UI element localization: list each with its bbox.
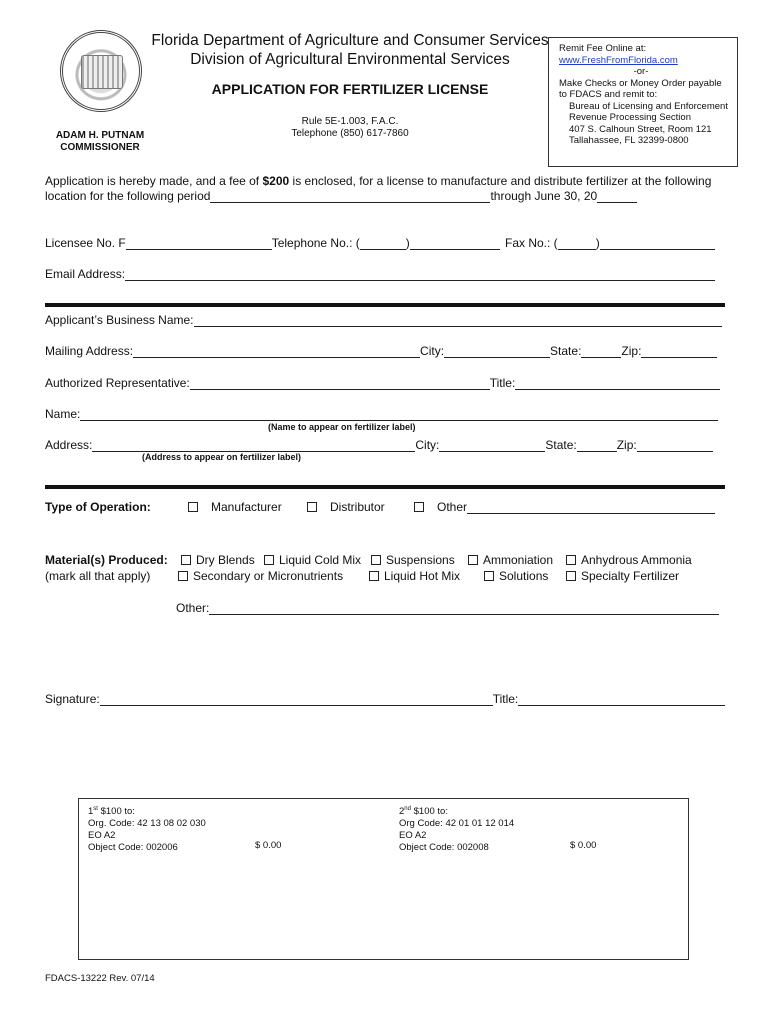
fee-label: $100 to:	[410, 806, 448, 818]
or-separator: -or-	[633, 66, 649, 77]
intro-text: is enclosed, for a license to manufacture and distribute fertilizer at the following	[289, 174, 712, 188]
remit-address-line: Bureau of Licensing and Enforcement	[569, 100, 728, 112]
email-field[interactable]	[125, 268, 715, 281]
material-option[interactable]	[484, 569, 548, 583]
object-code: Object Code: 002006	[88, 842, 178, 854]
business-name-row	[45, 313, 722, 327]
mailing-field[interactable]	[133, 345, 420, 358]
zip-field[interactable]	[637, 439, 713, 452]
remit-to-line: to FDACS and remit to:	[559, 89, 658, 100]
option-label: Dry Blends	[196, 553, 255, 567]
signature-row	[45, 692, 725, 706]
department-name: Florida Department of Agriculture and Consumer Services	[151, 32, 549, 49]
commissioner-block	[40, 130, 160, 154]
operation-option[interactable]	[188, 500, 282, 514]
address-row	[45, 438, 713, 452]
fee-ordinal-suffix: nd	[404, 806, 411, 812]
state-label: State:	[545, 438, 577, 452]
fax-label: Fax No.: (	[505, 236, 558, 250]
specialty-fertilizer-checkbox[interactable]	[566, 571, 576, 581]
commissioner-name: ADAM H. PUTNAM	[55, 130, 145, 141]
name-row	[45, 407, 718, 421]
remit-fee-box	[548, 37, 738, 167]
material-option[interactable]	[566, 569, 679, 583]
auth-rep-label: Authorized Representative:	[45, 376, 190, 390]
fee-second-amount: $ 0.00	[570, 840, 597, 851]
auth-rep-field[interactable]	[190, 377, 490, 390]
signature-title-label: Title:	[492, 692, 519, 706]
option-label: Ammoniation	[483, 553, 554, 567]
dry-blends-checkbox[interactable]	[181, 555, 191, 565]
zip-label: Zip:	[621, 344, 642, 358]
telephone-field[interactable]	[410, 237, 500, 250]
operation-option[interactable]	[414, 500, 715, 514]
rule-reference: Rule 5E-1.003, F.A.C.	[301, 116, 399, 127]
secondary-micronutrients-checkbox[interactable]	[178, 571, 188, 581]
distributor-checkbox[interactable]	[307, 502, 317, 512]
remit-address-line: 407 S. Calhoun Street, Room 121	[569, 123, 712, 135]
name-note: (Name to appear on fertilizer label)	[268, 422, 416, 432]
commissioner-title: COMMISSIONER	[60, 142, 140, 153]
eo-code: EO A2	[399, 830, 427, 842]
materials-other-label: Other:	[176, 601, 210, 615]
address-label: Address:	[45, 438, 93, 452]
fdacs-seal-logo	[60, 30, 142, 112]
form-title: APPLICATION FOR FERTILIZER LICENSE	[211, 81, 489, 97]
material-option[interactable]	[369, 569, 460, 583]
materials-label: Material(s) Produced:	[45, 553, 168, 567]
option-label: Manufacturer	[211, 500, 282, 514]
fee-first-block	[88, 803, 206, 854]
fee-ordinal: 1	[88, 806, 94, 818]
operation-row	[45, 500, 151, 514]
fee-label: $100 to:	[97, 806, 135, 818]
auth-rep-row	[45, 376, 720, 390]
fee-second-block	[399, 803, 514, 854]
materials-label-block	[45, 553, 168, 567]
option-label: Other	[437, 500, 468, 514]
operation-option[interactable]	[307, 500, 385, 514]
section-divider	[45, 303, 725, 307]
other-checkbox[interactable]	[414, 502, 424, 512]
state-field[interactable]	[577, 439, 617, 452]
city-field[interactable]	[444, 345, 550, 358]
department-header	[150, 31, 550, 69]
intro-line-2	[45, 189, 637, 203]
materials-other-row	[176, 601, 719, 615]
fax-field[interactable]	[600, 237, 715, 250]
remit-online-link[interactable]: www.FreshFromFlorida.com	[559, 54, 678, 66]
material-option[interactable]	[566, 553, 692, 567]
option-label: Liquid Hot Mix	[384, 569, 461, 583]
telephone-area-field[interactable]	[360, 237, 406, 250]
liquid-cold-mix-checkbox[interactable]	[264, 555, 274, 565]
licensee-label: Licensee No. F	[45, 236, 126, 250]
telephone-label: Telephone No.: (	[271, 236, 360, 250]
material-option[interactable]	[181, 553, 255, 567]
material-option[interactable]	[371, 553, 455, 567]
address-field[interactable]	[92, 439, 415, 452]
email-label: Email Address:	[45, 267, 126, 281]
city-label: City:	[415, 438, 440, 452]
zip-field[interactable]	[641, 345, 717, 358]
material-option[interactable]	[178, 569, 343, 583]
fax-row	[505, 236, 715, 250]
mailing-label: Mailing Address:	[45, 344, 134, 358]
material-option[interactable]	[468, 553, 553, 567]
fee-first-amount: $ 0.00	[255, 840, 282, 851]
payable-line: Make Checks or Money Order payable	[559, 77, 722, 89]
year-field[interactable]	[597, 190, 637, 203]
material-option[interactable]	[264, 553, 361, 567]
division-name: Division of Agricultural Environmental Services	[190, 51, 510, 68]
fax-area-field[interactable]	[558, 237, 596, 250]
signature-label: Signature:	[45, 692, 100, 706]
materials-other-field[interactable]	[209, 602, 719, 615]
anhydrous-ammonia-checkbox[interactable]	[566, 555, 576, 565]
period-label: location for the following period	[45, 189, 211, 203]
remit-line: Remit Fee Online at:	[559, 43, 647, 54]
eo-code: EO A2	[88, 830, 116, 842]
state-field[interactable]	[581, 345, 621, 358]
org-code: Org Code: 42 01 01 12 014	[399, 818, 515, 830]
object-code: Object Code: 002008	[399, 842, 489, 854]
business-name-field[interactable]	[194, 314, 722, 327]
option-label: Suspensions	[386, 553, 455, 567]
liquid-hot-mix-checkbox[interactable]	[369, 571, 379, 581]
address-note: (Address to appear on fertilizer label)	[142, 452, 302, 462]
licensee-row	[45, 236, 500, 250]
option-label: Secondary or Micronutrients	[193, 569, 344, 583]
remit-address-line: Revenue Processing Section	[569, 112, 691, 123]
title-field[interactable]	[515, 377, 720, 390]
business-name-label: Applicant’s Business Name:	[45, 313, 194, 327]
solutions-checkbox[interactable]	[484, 571, 494, 581]
licensee-field[interactable]	[126, 237, 272, 250]
option-label: Specialty Fertilizer	[581, 569, 680, 583]
operation-label: Type of Operation:	[45, 500, 151, 514]
manufacturer-checkbox[interactable]	[188, 502, 198, 512]
option-label: Anhydrous Ammonia	[581, 553, 692, 567]
mailing-row	[45, 344, 717, 358]
state-label: State:	[550, 344, 582, 358]
intro-text: Application is hereby made, and a fee of	[45, 174, 263, 188]
option-label: Solutions	[499, 569, 549, 583]
period-end-label: through June 30, 20	[490, 189, 598, 203]
materials-note: (mark all that apply)	[45, 569, 151, 583]
city-label: City:	[420, 344, 445, 358]
org-code: Org. Code: 42 13 08 02 030	[88, 818, 206, 830]
fee-amount: $200	[262, 174, 290, 188]
fee-ordinal-suffix: st	[93, 806, 98, 812]
paren: )	[595, 236, 600, 250]
paren: )	[405, 236, 410, 250]
intro-line-1	[45, 174, 711, 188]
option-label: Liquid Cold Mix	[279, 553, 362, 567]
signature-field[interactable]	[100, 693, 493, 706]
signature-title-field[interactable]	[518, 693, 725, 706]
suspensions-checkbox[interactable]	[371, 555, 381, 565]
ammoniation-checkbox[interactable]	[468, 555, 478, 565]
name-field[interactable]	[80, 408, 718, 421]
section-divider	[45, 485, 725, 489]
fee-ordinal: 2	[399, 806, 405, 818]
title-label: Title:	[489, 376, 516, 390]
telephone-info: Telephone (850) 617-7860	[291, 128, 409, 139]
period-field[interactable]	[210, 190, 490, 203]
email-row	[45, 267, 715, 281]
zip-label: Zip:	[616, 438, 637, 452]
remit-address-line: Tallahassee, FL 32399-0800	[569, 135, 689, 146]
option-label: Distributor	[330, 500, 385, 514]
name-label: Name:	[45, 407, 81, 421]
form-number: FDACS-13222 Rev. 07/14	[45, 973, 155, 984]
city-field[interactable]	[439, 439, 545, 452]
other-operation-field[interactable]	[467, 501, 715, 514]
rule-info	[250, 116, 450, 140]
